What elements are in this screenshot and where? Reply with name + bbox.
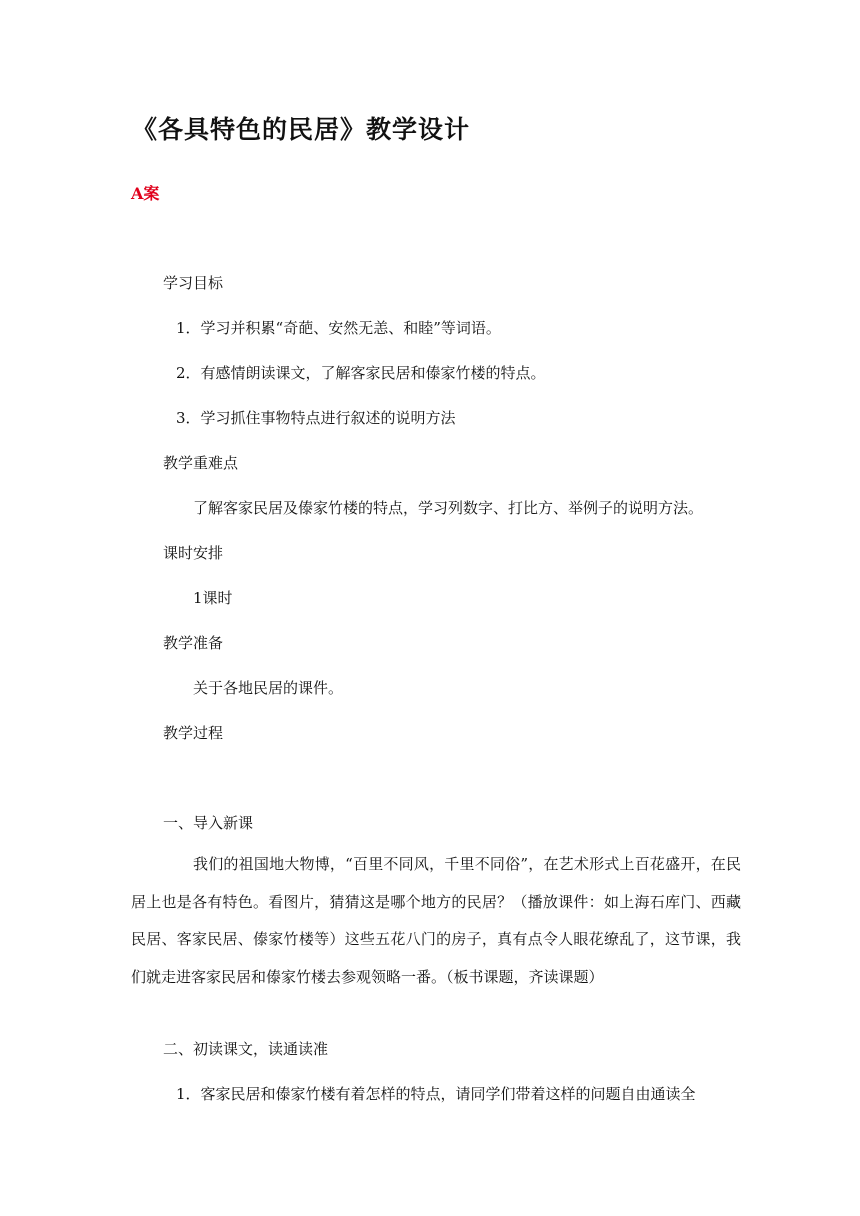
preparation-text: 关于各地民居的课件。 [193,679,344,697]
step1-heading: 一、导入新课 [163,814,254,832]
heading-schedule: 课时安排 [163,544,224,562]
heading-key-points: 教学重难点 [163,454,239,472]
heading-preparation: 教学准备 [163,634,224,652]
heading-objectives: 学习目标 [163,274,224,292]
document-title: 《各具特色的民居》教学设计 [132,115,471,144]
objective-item-1: 1．学习并积累“奇葩、安然无恙、和睦”等词语。 [176,319,501,337]
step2-item-1: 1．客家民居和傣家竹楼有着怎样的特点，请同学们带着这样的问题自由通读全 [176,1085,696,1103]
section-label: A案 [131,184,160,203]
key-points-text: 了解客家民居及傣家竹楼的特点，学习列数字、打比方、举例子的说明方法。 [193,499,704,517]
step2-heading: 二、初读课文，读通读准 [163,1040,329,1058]
heading-process: 教学过程 [163,724,224,742]
step1-paragraph: 我们的祖国地大物博，“百里不同风，千里不同俗”，在艺术形式上百花盛开，在民居上也是各有特色。看图片，猜猜这是哪个地方的民居？（播放课件：如上海石库门、西藏民居、客家民居、傣家竹楼等）这些五花八门的房子，真有点令人眼花缭乱了，这节课，我们就走进客家民居和傣家竹楼去参观领略一番。（板书课题，齐读课题） [131,855,741,986]
objective-item-3: 3．学习抓住事物特点进行叙述的说明方法 [176,409,456,427]
schedule-text: 1课时 [193,589,233,607]
objective-item-2: 2．有感情朗读课文，了解客家民居和傣家竹楼的特点。 [176,364,546,382]
